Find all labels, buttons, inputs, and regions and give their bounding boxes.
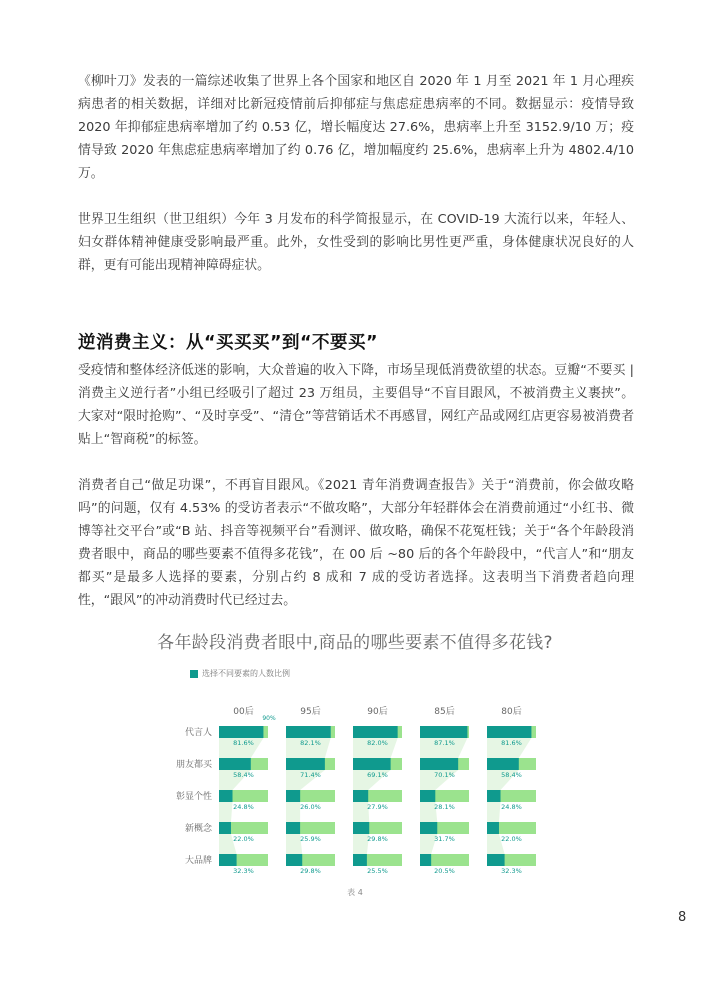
group-header-2: 90后 bbox=[367, 707, 388, 717]
data-label-2-0: 24.8% bbox=[233, 803, 254, 811]
bar-0-0 bbox=[219, 726, 263, 738]
group-header-0: 00后 bbox=[233, 707, 254, 717]
paragraph-consumer-research: 消费者自己“做足功课”，不再盲目跟风。《2021 青年消费调查报告》关于“消费前，你会做攻略吗”的问题，仅有 4.53% 的受访者表示“不做攻略”，大部分年轻群体会在消费前通过“小红书、微博等社交平台”或“B 站、抖音等视频平台”看测评、做攻略，确保不花冤枉钱；关于“各个年龄段消费者眼中，商品的哪些要素不值得多花钱”，在 00 后 ~80 后的各个年龄段中，“代言人”和“朋友都买”是最多人选择的要素，分别占约 8 成和 7 成的受访者选择。这表明当下消费者趋向理性，“跟风”的冲动消费时代已经过去。 bbox=[78, 478, 634, 608]
connector-0-2 bbox=[219, 802, 233, 822]
max-value-label: 90% bbox=[262, 715, 276, 722]
connector-4-2 bbox=[487, 802, 501, 822]
bar-0-4 bbox=[487, 726, 531, 738]
bar-1-4 bbox=[487, 758, 519, 770]
page-number: 8 bbox=[678, 910, 687, 925]
bar-2-0 bbox=[219, 790, 233, 802]
bar-2-2 bbox=[353, 790, 368, 802]
bar-1-2 bbox=[353, 758, 391, 770]
data-label-3-0: 22.0% bbox=[233, 835, 254, 843]
bar-1-1 bbox=[286, 758, 325, 770]
bar-4-1 bbox=[286, 854, 302, 866]
chart-caption: 表 4 bbox=[347, 888, 363, 897]
data-label-3-4: 22.0% bbox=[501, 835, 522, 843]
bar-0-3 bbox=[420, 726, 467, 738]
bar-3-2 bbox=[353, 822, 369, 834]
bar-1-3 bbox=[420, 758, 458, 770]
data-label-2-4: 24.8% bbox=[501, 803, 522, 811]
data-label-0-4: 81.6% bbox=[501, 739, 522, 747]
data-label-3-1: 25.9% bbox=[300, 835, 321, 843]
bar-0-1 bbox=[286, 726, 331, 738]
bar-4-0 bbox=[219, 854, 237, 866]
data-label-0-3: 87.1% bbox=[434, 739, 455, 747]
bar-4-4 bbox=[487, 854, 505, 866]
data-label-2-1: 26.0% bbox=[300, 803, 321, 811]
category-label-4: 大品牌 bbox=[184, 856, 212, 866]
group-header-3: 85后 bbox=[434, 707, 455, 717]
legend-label: 选择不同要素的人数比例 bbox=[202, 669, 290, 678]
data-label-4-0: 32.3% bbox=[233, 867, 254, 875]
paragraph-anti-consumerism: 受疫情和整体经济低迷的影响，大众普遍的收入下降，市场呈现低消费欲望的状态。豆瓣“不要买 | 消费主义逆行者”小组已经吸引了超过 23 万组员，主要倡导“不盲目跟风，不被消费主义裹挟”。大家对“限时抢购”、“及时享受”、“清仓”等营销话术不再感冒，网红产品或网红店更容易被消费者贴上“智商税”的标签。 bbox=[78, 363, 634, 447]
data-label-1-3: 70.1% bbox=[434, 771, 455, 779]
bar-0-2 bbox=[353, 726, 398, 738]
category-label-1: 朋友都买 bbox=[175, 760, 212, 770]
category-label-2: 彰显个性 bbox=[175, 792, 212, 802]
group-header-4: 80后 bbox=[501, 707, 522, 717]
data-label-1-0: 58.4% bbox=[233, 771, 254, 779]
category-label-3: 新概念 bbox=[184, 824, 212, 834]
data-label-0-2: 82.0% bbox=[367, 739, 388, 747]
data-label-2-3: 28.1% bbox=[434, 803, 455, 811]
data-label-4-4: 32.3% bbox=[501, 867, 522, 875]
category-label-0: 代言人 bbox=[184, 728, 212, 738]
paragraph-depression-anxiety: 《柳叶刀》发表的一篇综述收集了世界上各个国家和地区自 2020 年 1 月至 2021 年 1 月心理疾病患者的相关数据，详细对比新冠疫情前后抑郁症与焦虑症患病率的不同。数据显示：疫情导致 2020 年抑郁症患病率增加了约 0.53 亿，增长幅度达 27.6%，患病率上升至 3152.9/10 万；疫情导致 2020 年焦虑症患病率增加了约 0.76 亿，增加幅度约 25.6%，患病率上升为 4802.4/10 万。 bbox=[78, 74, 634, 181]
data-label-1-4: 58.4% bbox=[501, 771, 522, 779]
data-label-1-2: 69.1% bbox=[367, 771, 388, 779]
data-label-2-2: 27.9% bbox=[367, 803, 388, 811]
bar-3-1 bbox=[286, 822, 300, 834]
data-label-0-1: 82.1% bbox=[300, 739, 321, 747]
data-label-4-1: 29.8% bbox=[300, 867, 321, 875]
connector-1-2 bbox=[286, 802, 300, 822]
chart-title: 各年龄段消费者眼中,商品的哪些要素不值得多花钱? bbox=[157, 633, 553, 653]
bar-2-3 bbox=[420, 790, 435, 802]
data-label-3-2: 29.8% bbox=[367, 835, 388, 843]
bar-4-3 bbox=[420, 854, 431, 866]
bar-2-1 bbox=[286, 790, 300, 802]
data-label-4-3: 20.5% bbox=[434, 867, 455, 875]
bar-3-3 bbox=[420, 822, 437, 834]
data-label-3-3: 31.7% bbox=[434, 835, 455, 843]
data-label-0-0: 81.6% bbox=[233, 739, 254, 747]
bar-2-4 bbox=[487, 790, 501, 802]
bar-1-0 bbox=[219, 758, 251, 770]
data-label-1-1: 71.4% bbox=[300, 771, 321, 779]
data-label-4-2: 25.5% bbox=[367, 867, 388, 875]
bar-3-0 bbox=[219, 822, 231, 834]
section-heading: 逆消费主义：从“买买买”到“不要买” bbox=[78, 333, 379, 353]
bar-3-4 bbox=[487, 822, 499, 834]
bar-4-2 bbox=[353, 854, 367, 866]
paragraph-who-brief: 世界卫生组织（世卫组织）今年 3 月发布的科学简报显示，在 COVID-19 大流行以来，年轻人、妇女群体精神健康受影响最严重。此外，女性受到的影响比男性更严重，身体健康状况良好的人群，更有可能出现精神障碍症状。 bbox=[78, 212, 634, 273]
group-header-1: 95后 bbox=[300, 707, 321, 717]
